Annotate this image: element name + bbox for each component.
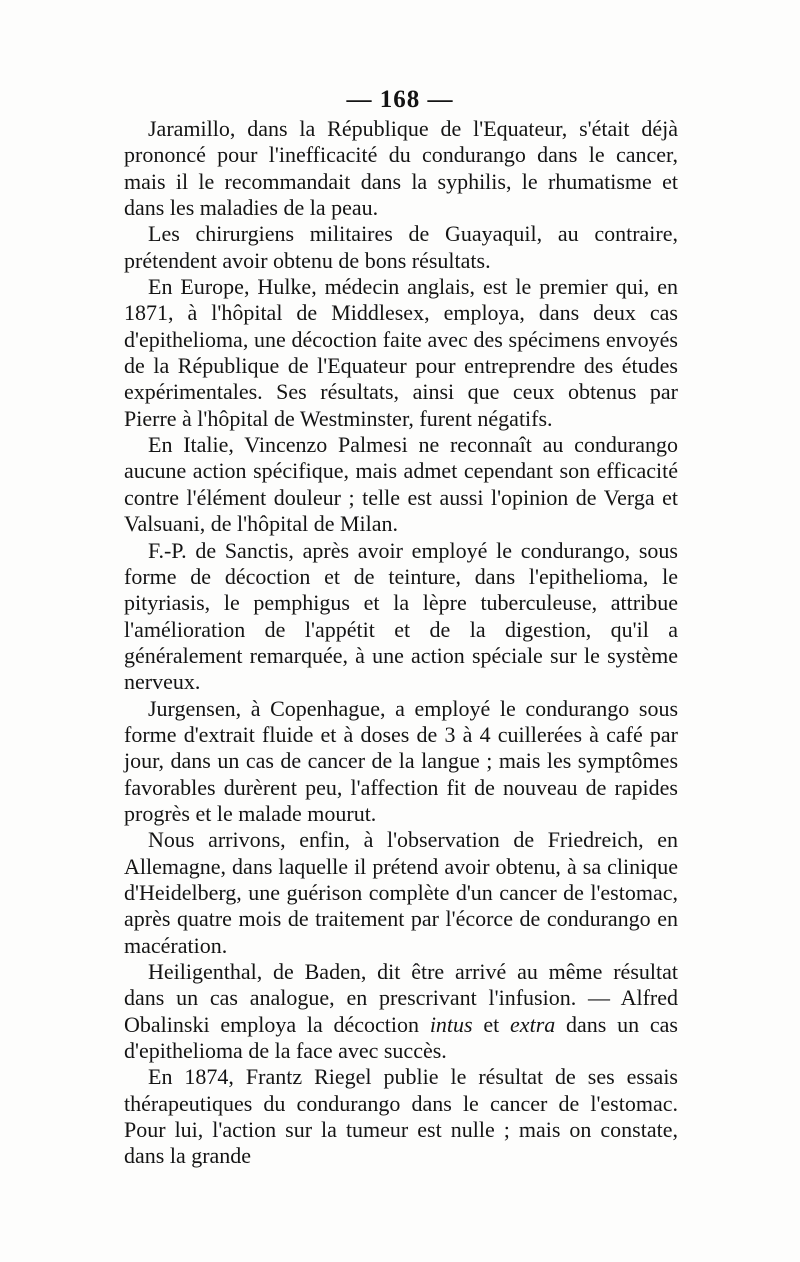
paragraph-sanctis: F.-P. de Sanctis, après avoir employé le condurango, sous forme de décoction et de teinture, dans l'epithelioma, le pityriasis, le pemphigus et la lèpre tuberculeuse, attribue l'amélioration de l'appétit et de la digestion, qu'il a généralement remarquée, à une action spéciale sur le système nerveux. — [124, 537, 678, 695]
paragraph-palmesi: En Italie, Vincenzo Palmesi ne reconnaît au condurango aucune action spécifique, mais admet cependant son efficacité contre l'élément douleur ; telle est aussi l'opinion de Verga et Valsuani, de l'hôpital de Milan. — [124, 432, 678, 537]
page-number: — 168 — — [346, 86, 454, 113]
paragraph-jaramillo: Jaramillo, dans la République de l'Equateur, s'était déjà prononcé pour l'inefficacité du condurango dans le cancer, mais il le recommandait dans la syphilis, le rhumatisme et dans les maladies de la peau. — [124, 116, 678, 221]
paragraph-friedreich: Nous arrivons, enfin, à l'observation de Friedreich, en Allemagne, dans laquelle il prétend avoir obtenu, à sa clinique d'Heidelberg, une guérison complète d'un cancer de l'estomac, après quatre mois de traitement par l'écorce de condurango en macération. — [124, 827, 678, 958]
body-text — [124, 116, 678, 1170]
extra-italic: extra — [510, 1011, 556, 1037]
paragraph-heiligenthal — [124, 959, 678, 1064]
paragraph-jurgensen: Jurgensen, à Copenhague, a employé le condurango sous forme d'extrait fluide et à doses de 3 à 4 cuillerées à café par jour, dans un cas de cancer de la langue ; mais les symptômes favorables durèrent peu, l'affection fit de nouveau de rapides progrès et le malade mourut. — [124, 695, 678, 826]
paragraph-guayaquil: Les chirurgiens militaires de Guayaquil, au contraire, prétendent avoir obtenu de bons résultats. — [124, 221, 678, 273]
intus-italic: intus — [429, 1011, 473, 1037]
paragraph-hulke: En Europe, Hulke, médecin anglais, est le premier qui, en 1871, à l'hôpital de Middlesex, employa, dans deux cas d'epithelioma, une décoction faite avec des spécimens envoyés de la République de l'Equateur pour entreprendre des études expérimentales. Ses résultats, ainsi que ceux obtenus par Pierre à l'hôpital de Westminster, furent négatifs. — [124, 274, 678, 431]
paragraph-heiligenthal-join: et — [472, 1011, 511, 1037]
paragraph-riegel: En 1874, Frantz Riegel publie le résultat de ses essais thérapeutiques du condurango dans le cancer de l'estomac. Pour lui, l'action sur la tumeur est nulle ; mais on constate, dans la grande — [124, 1064, 678, 1169]
paragraph-heiligenthal-text: Heiligenthal, de Baden, dit être arrivé au même résultat dans un cas analogue, en prescrivant l'infusion. — Alfred Obalinski employa la décoction — [124, 959, 678, 1037]
paragraph-heiligenthal-end: dans un cas d'epithelioma de la face avec succès. — [124, 1011, 678, 1064]
